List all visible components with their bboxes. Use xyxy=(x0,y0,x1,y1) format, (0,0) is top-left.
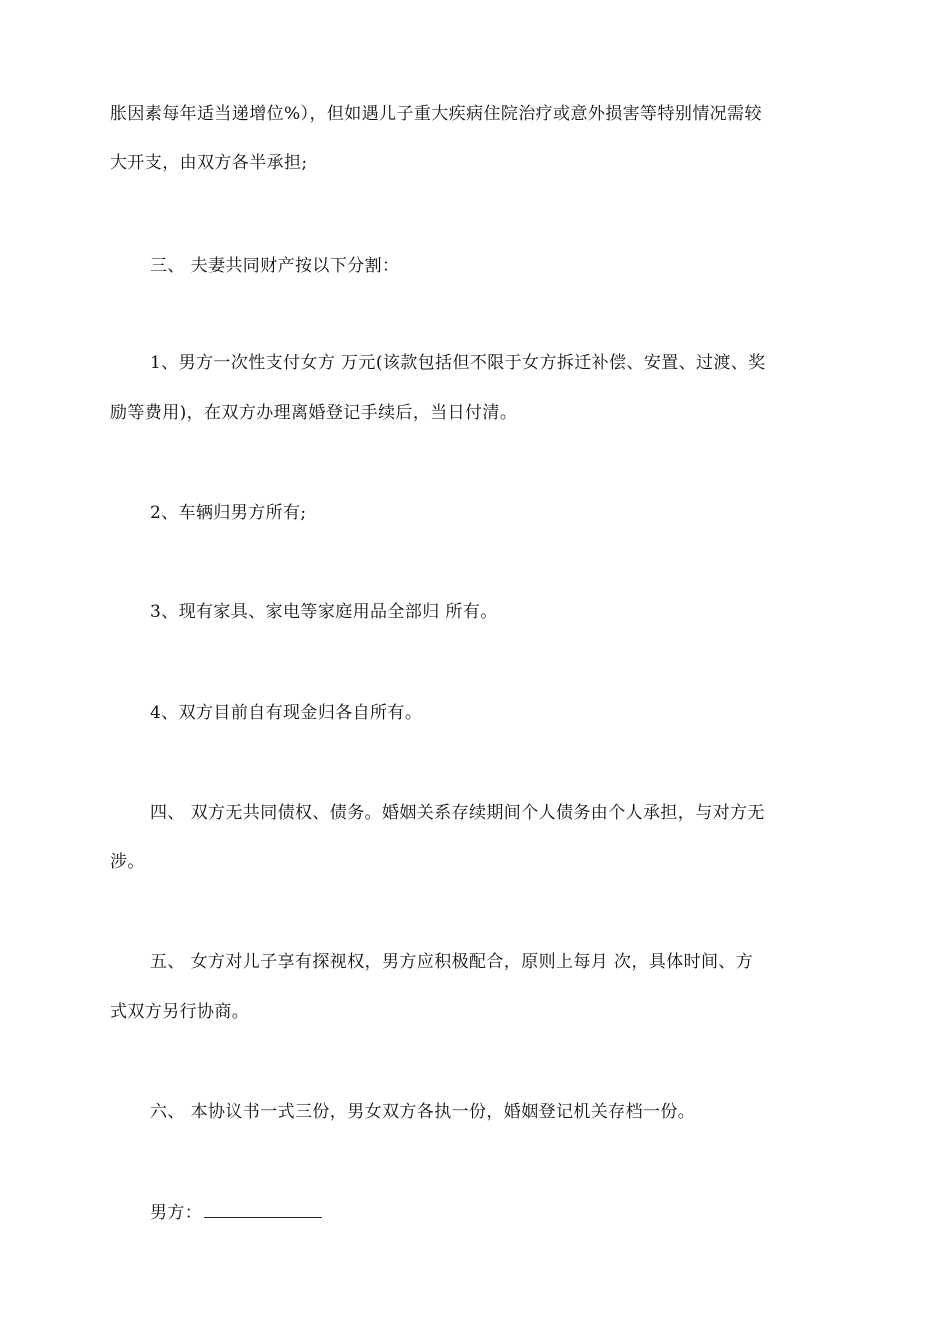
text-line: 励等费用)，在双方办理离婚登记手续后，当日付清。 xyxy=(110,403,518,423)
text-line: 2、车辆归男方所有; xyxy=(150,503,307,523)
signature-line xyxy=(150,1199,890,1224)
section-heading: 六、 本协议书一式三份，男女双方各执一份，婚姻登记机关存档一份。 xyxy=(150,1102,696,1122)
text-line: 式双方另行协商。 xyxy=(110,1002,250,1022)
text-line: 胀因素每年适当递增位%），但如遇儿子重大疾病住院治疗或意外损害等特别情况需较 xyxy=(110,104,762,124)
section-heading: 四、 双方无共同债权、债务。婚姻关系存续期间个人债务由个人承担，与对方无 xyxy=(150,803,765,823)
text-line: 3、现有家具、家电等家庭用品全部归 所有。 xyxy=(150,602,498,622)
section-heading: 五、 女方对儿子享有探视权，男方应积极配合，原则上每月 次，具体时间、方 xyxy=(150,952,754,972)
text-line: 1、男方一次性支付女方 万元(该款包括但不限于女方拆迁补偿、安置、过渡、奖 xyxy=(150,353,766,373)
signature-blank[interactable] xyxy=(204,1199,322,1218)
signature-label: 男方： xyxy=(150,1203,203,1223)
text-line: 大开支，由双方各半承担; xyxy=(110,153,308,173)
text-line: 4、双方目前自有现金归各自所有。 xyxy=(150,703,423,723)
section-heading: 三、 夫妻共同财产按以下分割： xyxy=(150,256,400,276)
text-line: 涉。 xyxy=(110,852,145,872)
